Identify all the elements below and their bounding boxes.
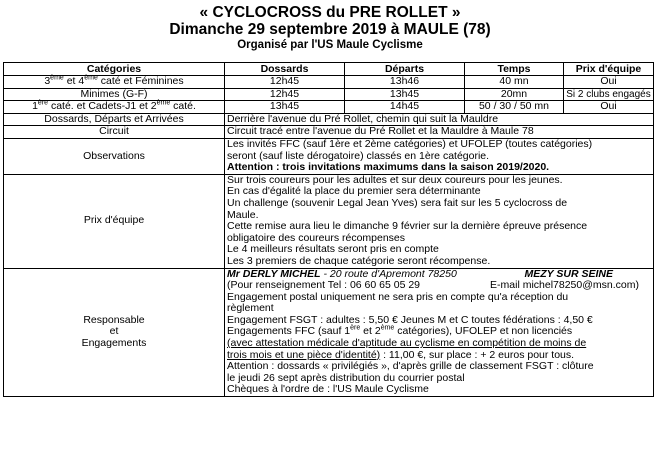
col-header-dossards: Dossards [225,63,345,76]
race-temps: 40 mn [465,76,564,89]
text-line: Engagement postal uniquement ne sera pris en compte qu'a réception du [227,290,569,303]
observations-warning: Attention : trois invitations maximums dans la saison 2019/2020. [227,161,550,174]
info-label: Circuit [4,126,225,139]
info-row-dossards [4,113,654,126]
race-dossards: 12h45 [225,76,345,89]
text-line: Le 4 meilleurs résultats seront pris en compte [227,243,439,256]
info-label: Dossards, Départs et Arrivées [4,113,225,126]
info-value [225,268,654,397]
text-line: Engagements FFC (sauf 1ère et 2ème catégories), UFOLEP et non licenciés [227,324,573,338]
info-value: Derrière l'avenue du Pré Rollet, chemin qui suit la Mauldre [225,113,654,126]
race-prix: Oui [564,101,654,114]
text-line: Sur trois coureurs pour les adultes et sur deux coureurs pour les jeunes. [227,173,563,186]
text-line: obligatoire des coureurs récompenses [227,231,406,244]
table-header-row [4,63,654,76]
text-line: le jeudi 26 sept après distribution du courrier postal [227,371,465,384]
event-info-table [3,62,654,397]
text-line: Les invités FFC (sauf 1ère et 2ème catégories) et UFOLEP (toutes catégories) [227,137,593,150]
race-category: 3ème et 4ème caté et Féminines [4,76,225,89]
info-value [225,138,654,174]
contact-email: E-mail michel78250@msn.com) [490,279,639,292]
text-line: (avec attestation médicale d'aptitude au cyclisme en compétition de moins de [227,337,587,350]
contact-phone: (Pour renseignement Tel : 06 60 65 05 29 [227,279,421,292]
text-line: règlement [227,302,274,315]
event-date: Dimanche 29 septembre 2019 à MAULE (78) [169,21,491,38]
text-line: Maule. [227,208,259,221]
responsable-address: - 20 route d'Apremont 78250 [320,267,457,280]
race-dossards: 13h45 [225,101,345,114]
contact-line [227,280,651,292]
event-organizer: Organisé par l'US Maule Cyclisme [237,39,423,51]
col-header-temps: Temps [465,63,564,76]
info-label: Observations [4,138,225,174]
text-line: Les 3 premiers de chaque catégorie seront récompense. [227,254,491,267]
race-dossards: 12h45 [225,88,345,101]
race-departs: 14h45 [345,101,465,114]
info-row-circuit [4,126,654,139]
col-header-departs: Départs [345,63,465,76]
text-line: trois mois et une pièce d'identité) : 11,00 €, sur place : + 2 euros pour tous. [227,348,575,361]
text-line: En cas d'égalité la place du premier sera déterminante [227,185,481,198]
info-row-prix [4,174,654,268]
race-departs: 13h45 [345,88,465,101]
table-row [4,88,654,101]
race-category: Minimes (G-F) [4,88,225,101]
document-header [0,0,660,52]
race-departs: 13h46 [345,76,465,89]
race-temps: 50 / 30 / 50 mn [465,101,564,114]
col-header-categories: Catégories [4,63,225,76]
col-header-prix: Prix d'équipe [564,63,654,76]
text-line: Cette remise aura lieu le dimanche 9 février sur la dernière épreuve présence [227,220,588,233]
text-line: Attention : dossards « privilégiés », d'après grille de classement FSGT : clôture [227,360,594,373]
info-value [225,174,654,268]
table-row [4,101,654,114]
responsable-city: MEZY SUR SEINE [524,267,613,280]
text-line: Un challenge (souvenir Legal Jean Yves) sera fait sur les 5 cyclocross de [227,196,568,209]
race-category: 1ère caté. et Cadets-J1 et 2ème caté. [4,101,225,114]
responsable-name: Mr DERLY MICHEL [227,267,321,280]
info-row-observations [4,138,654,174]
event-title: « CYCLOCROSS du PRE ROLLET » [199,4,461,21]
text-line: Engagement FSGT : adultes : 5,50 € Jeunes M et C toutes fédérations : 4,50 € [227,313,593,326]
race-prix: Oui [564,76,654,89]
text-line: seront (sauf liste dérogatoire) classés en 1ère catégorie. [227,149,490,162]
race-prix: Si 2 clubs engagés [564,88,654,101]
info-value: Circuit tracé entre l'avenue du Pré Rollet et la Mauldre à Maule 78 [225,126,654,139]
text-line: Chèques à l'ordre de : l'US Maule Cyclisme [227,383,429,396]
info-row-responsable [4,268,654,397]
info-label: Responsable et Engagements [4,268,225,397]
race-temps: 20mn [465,88,564,101]
info-label: Prix d'équipe [4,174,225,268]
table-row [4,76,654,89]
